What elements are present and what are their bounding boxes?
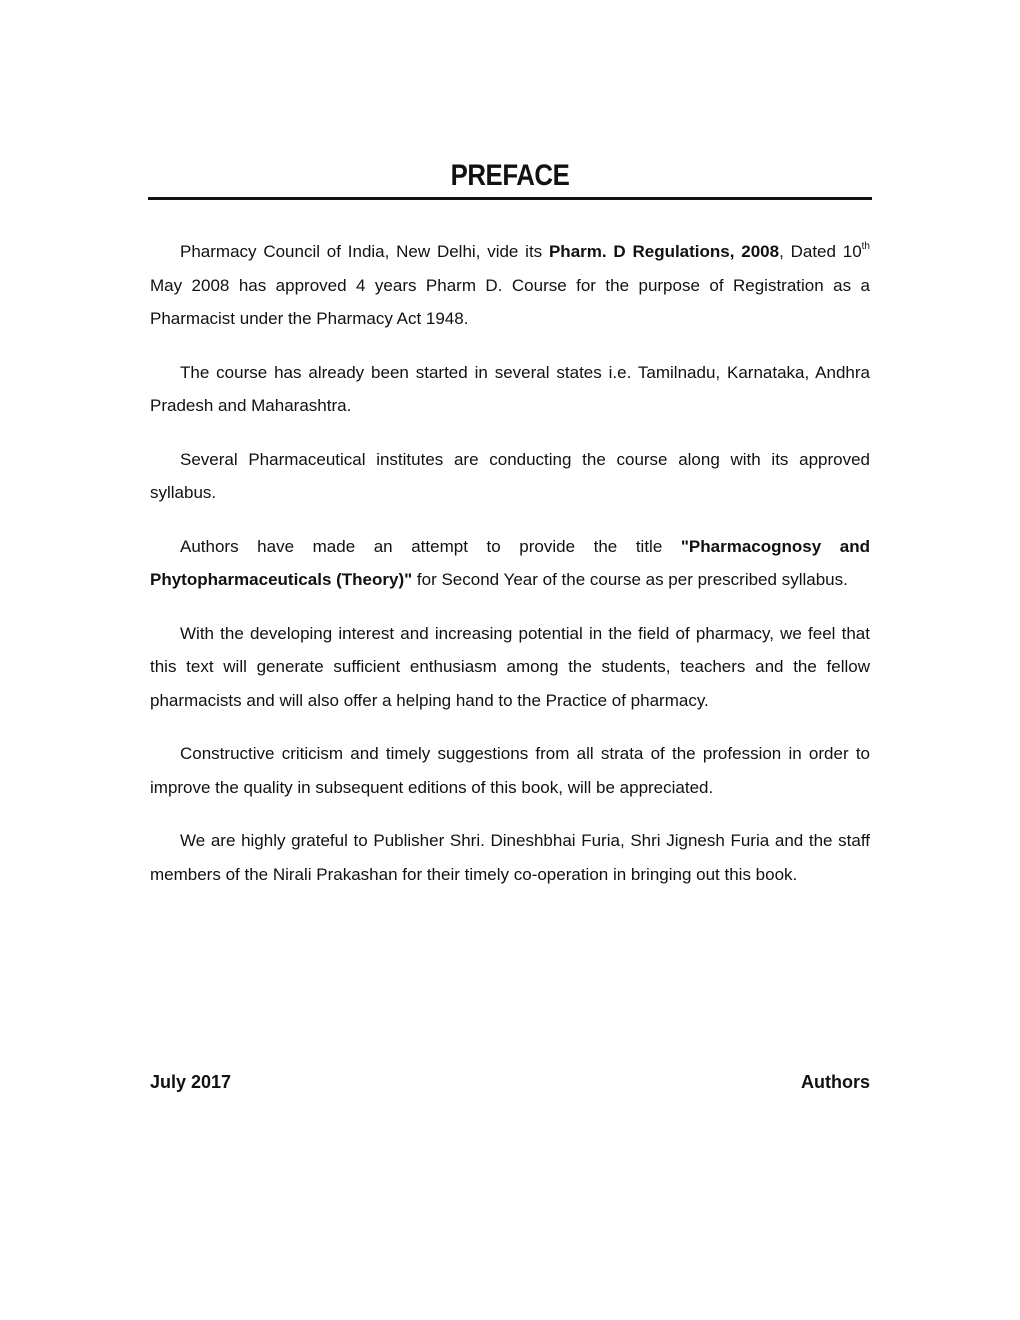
paragraph-1-text-b: , Dated 10 bbox=[779, 242, 862, 261]
paragraph-6: Constructive criticism and timely suggestions from all strata of the profession in order to improve the quality in subsequent editions of this book, will be appreciated. bbox=[150, 744, 870, 797]
preface-signature: Authors bbox=[801, 1072, 870, 1092]
preface-date: July 2017 bbox=[150, 1072, 232, 1092]
paragraph-2: The course has already been started in several states i.e. Tamilnadu, Karnataka, Andhra Pradesh and Maharashtra. bbox=[150, 362, 870, 415]
paragraph-1-text-a: Pharmacy Council of India, New Delhi, vide its bbox=[180, 242, 549, 261]
paragraph-4-bold-title: "Pharmacognosy and Phytopharmaceuticals (Theory)" bbox=[150, 536, 870, 589]
paragraph-1-bold: Pharm. D Regulations, 2008 bbox=[548, 242, 780, 261]
preface-footer bbox=[150, 1068, 870, 1096]
page-title: PREFACE bbox=[450, 159, 570, 192]
paragraph-1 bbox=[150, 235, 870, 336]
paragraph-5: With the developing interest and increasing potential in the field of pharmacy, we feel that this text will generate sufficient enthusiasm among the students, teachers and the fellow pharmacists and will also offer a helping hand to the Practice of pharmacy. bbox=[150, 623, 870, 710]
paragraph-4-text-a: Authors have made an attempt to provide the title bbox=[180, 536, 681, 556]
paragraph-3: Several Pharmaceutical institutes are conducting the course along with its approved syllabus. bbox=[150, 449, 870, 502]
preface-body bbox=[150, 235, 870, 911]
paragraph-1-superscript: th bbox=[861, 241, 870, 252]
paragraph-7: We are highly grateful to Publisher Shri. Dineshbhai Furia, Shri Jignesh Furia and the staff members of the Nirali Prakashan for their timely co-operation in bringing out this book. bbox=[150, 831, 870, 884]
paragraph-1-text-c: May 2008 has approved 4 years Pharm D. Course for the purpose of Registration as a Pharmacist under the Pharmacy Act 1948. bbox=[150, 275, 870, 328]
paragraph-4-text-b: for Second Year of the course as per prescribed syllabus. bbox=[412, 570, 848, 589]
paragraph-4 bbox=[150, 530, 870, 597]
title-underline bbox=[148, 197, 872, 200]
